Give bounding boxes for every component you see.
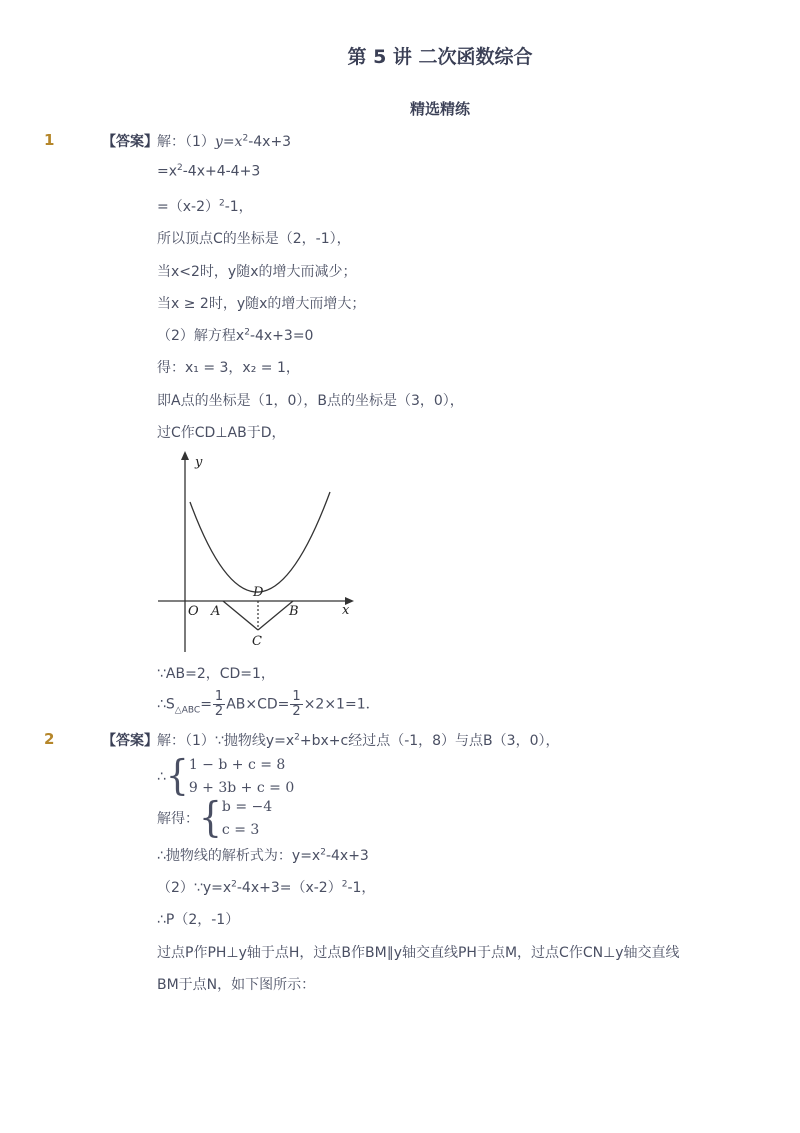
q1-line-10: 过C作CD⊥AB于D， bbox=[157, 425, 286, 441]
answer-tag-2: 【答案】 bbox=[102, 733, 158, 749]
segment-ac bbox=[223, 601, 258, 630]
q1-line-3: $=(x-2)^2-1$， bbox=[157, 198, 253, 215]
question-number-1: 1 bbox=[44, 131, 55, 149]
q2-system-2: 解得：{ b = −4 c = 3 bbox=[157, 794, 273, 842]
label-b: B bbox=[289, 604, 299, 619]
q1-line-5: 当x<2时，y随x的增大而减少； bbox=[157, 264, 357, 280]
section-subtitle: 精选精练 bbox=[409, 100, 470, 118]
q1-line-4: 所以顶点C的坐标是（2，-1）， bbox=[157, 231, 351, 247]
brace-icon: { bbox=[199, 794, 222, 842]
q2-line-7: 过点P作PH⊥y轴于点H，过点B作BM∥y轴交直线PH于点M，过点C作CN⊥y轴交直线 bbox=[157, 945, 680, 961]
q1-line-8: 得：x₁ = 3，x₂ = 1， bbox=[157, 360, 300, 376]
label-a: A bbox=[211, 604, 221, 619]
q2-line-4: ∴抛物线的解析式为：$y=x^2-4x+3$ bbox=[157, 847, 369, 864]
brace-icon: { bbox=[165, 752, 189, 800]
q1-line-6: 当x ≥ 2时，y随x的增大而增大； bbox=[157, 296, 366, 312]
page-title: 第 5 讲 二次函数综合 bbox=[347, 46, 533, 68]
segment-cb bbox=[258, 601, 293, 630]
q2-line-5: $(2)\because y=x^2-4x+3=(x-2)^2-1$， bbox=[157, 879, 376, 896]
question-number-2: 2 bbox=[44, 730, 55, 748]
q1-line-9: 即A点的坐标是（1，0），B点的坐标是（3，0）， bbox=[157, 393, 464, 409]
q1-line-7: （2）解方程$x^2-4x+3=0$ bbox=[157, 327, 314, 344]
q1-line-1: 解：$(1)y=x^2-4x+3$ bbox=[157, 133, 292, 150]
q1-line-2: $=x^2-4x+4-4+3$ bbox=[157, 163, 261, 180]
fraction-half: $\frac{1}{2}$ bbox=[214, 689, 224, 719]
q2-line-1: 解：（1）∵抛物线$y=x^2+bx+c$经过点（-1，8）与点B（3，0）， bbox=[157, 732, 560, 749]
parabola-figure bbox=[156, 447, 366, 655]
q2-line-8: BM于点N，如下图所示： bbox=[157, 977, 316, 993]
q1-line-11: ∵AB=2，CD=1， bbox=[157, 666, 275, 682]
q2-line-6: ∴P（2，-1） bbox=[157, 912, 240, 928]
fraction-half-2: $\frac{1}{2}$ bbox=[292, 689, 301, 719]
parabola-curve bbox=[190, 492, 330, 592]
q2-system-1: ∴{ 1 − b + c = 8 9 + 3b + c = 0 bbox=[157, 752, 295, 800]
y-axis-arrow-icon bbox=[181, 451, 189, 460]
answer-tag-1: 【答案】 bbox=[102, 134, 158, 150]
label-y: y bbox=[195, 455, 203, 470]
label-d: D bbox=[253, 585, 264, 600]
label-x: x bbox=[342, 603, 350, 618]
label-c: C bbox=[252, 634, 262, 649]
label-o: O bbox=[188, 604, 199, 619]
q1-line-12: $\therefore S_{\triangle ABC}=$ $\frac{1}{2}$ AB×CD= $\frac{1}{2}$ ×2×1=1． bbox=[157, 689, 380, 719]
